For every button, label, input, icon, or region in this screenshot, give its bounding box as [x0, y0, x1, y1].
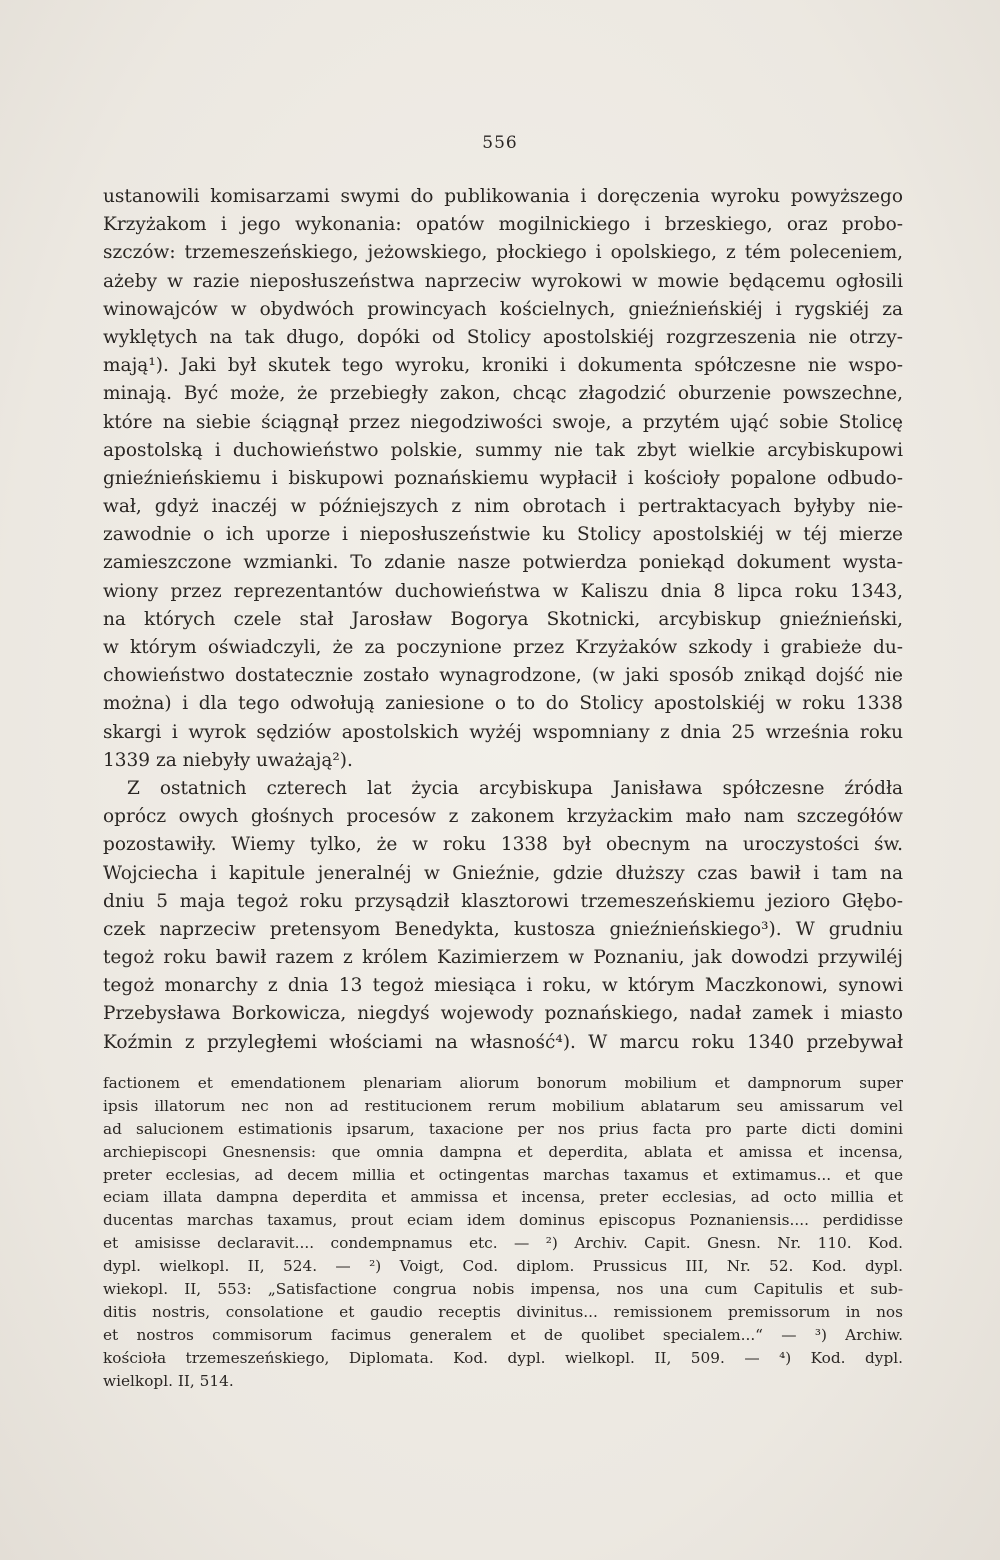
footnote-line: ipsis illatorum nec non ad restitucionem rerum mobilium ablatarum seu amissarum vel — [103, 1096, 903, 1115]
text-line: wał, gdyż inaczéj w późniejszych z nim obrotach i pertraktacyach byłyby nie- — [103, 496, 903, 518]
footnote-line: wiekopl. II, 553: „Satisfactione congrua nobis impensa, nos una cum Capitulis et sub- — [103, 1280, 903, 1299]
text-line: zawodnie o ich uporze i nieposłuszeństwie ku Stolicy apostolskiéj w téj mierze — [103, 524, 903, 546]
text-line: tegoż roku bawił razem z królem Kazimierzem w Poznaniu, jak dowodzi przywiléj — [103, 947, 903, 969]
text-line: zamieszczone wzmianki. To zdanie nasze potwierdza poniekąd dokument wysta- — [103, 552, 903, 574]
text-line: pozostawiły. Wiemy tylko, że w roku 1338 był obecnym na uroczystości św. — [103, 834, 903, 856]
main-text — [103, 183, 903, 1057]
text-line: skargi i wyrok sędziów apostolskich wyżéj wspomniany z dnia 25 września roku — [103, 721, 903, 743]
text-line: dniu 5 maja tegoż roku przysądził klasztorowi trzemeszeńskiemu jezioro Głębo- — [103, 890, 903, 912]
text-line: wiony przez reprezentantów duchowieństwa w Kaliszu dnia 8 lipca roku 1343, — [103, 580, 903, 602]
text-line: ustanowili komisarzami swymi do publikowania i doręczenia wyroku powyższego — [103, 186, 903, 207]
text-line: oprócz owych głośnych procesów z zakonem krzyżackim mało nam szczegółów — [103, 806, 903, 828]
footnote-line: ditis nostris, consolatione et gaudio receptis divinitus... remissionem premissorum in nos — [103, 1302, 903, 1321]
text-line: chowieństwo dostatecznie zostało wynagrodzone, (w jaki sposób znikąd dojść nie — [103, 665, 903, 687]
text-line: Z ostatnich czterech lat życia arcybiskupa Janisława spółczesne źródła — [127, 777, 903, 799]
page-number: 556 — [482, 133, 518, 153]
footnote-line: ad salucionem estimationis ipsarum, taxacione per nos prius facta pro parte dicti domini — [103, 1119, 903, 1138]
text-line: które na siebie ściągnął przez niegodziwości swoje, a przytém ująć sobie Stolicę — [103, 411, 903, 433]
footnotes — [103, 1072, 903, 1392]
text-line: Wojciecha i kapitule jeneralnéj w Gnieźnie, gdzie dłuższy czas bawił i tam na — [103, 862, 903, 884]
text-line: winowajców w obydwóch prowincyach kościelnych, gnieźnieńskiéj i rygskiéj za — [103, 298, 903, 320]
footnote-line: ducentas marchas taxamus, prout eciam idem dominus episcopus Poznaniensis.... perdidisse — [103, 1211, 903, 1230]
text-line: w którym oświadczyli, że za poczynione przez Krzyżaków szkody i grabieże du- — [103, 637, 903, 658]
text-line: mają¹). Jaki był skutek tego wyroku, kroniki i dokumenta spółczesne nie wspo- — [103, 355, 903, 377]
text-line: gnieźnieńskiemu i biskupowi poznańskiemu wypłacił i kościoły popalone odbudo- — [103, 467, 903, 489]
text-line: szczów: trzemeszeńskiego, jeżowskiego, płockiego i opolskiego, z tém poleceniem, — [103, 242, 903, 264]
text-line: Koźmin z przyległemi włościami na własność⁴). W marcu roku 1340 przebywał — [103, 1031, 903, 1053]
text-line: można) i dla tego odwołują zaniesione o to do Stolicy apostolskiéj w roku 1338 — [103, 693, 903, 715]
text-line: tegoż monarchy z dnia 13 tegoż miesiąca i roku, w którym Maczkonowi, synowi — [103, 975, 903, 997]
text-line: Krzyżakom i jego wykonania: opatów mogilnickiego i brzeskiego, oraz probo- — [103, 214, 903, 236]
footnote-line: kościoła trzemeszeńskiego, Diplomata. Kod. dypl. wielkopl. II, 509. — ⁴) Kod. dypl. — [103, 1348, 903, 1367]
text-line: minają. Być może, że przebiegły zakon, chcąc złagodzić oburzenie powszechne, — [103, 383, 903, 405]
text-line: czek naprzeciw pretensyom Benedykta, kustosza gnieźnieńskiego³). W grudniu — [103, 918, 903, 940]
text-line: wyklętych na tak długo, dopóki od Stolicy apostolskiéj rozgrzeszenia nie otrzy- — [103, 326, 903, 348]
footnote-line: et nostros commisorum facimus generalem et de quolibet specialem...“ — ³) Archiw. — [103, 1325, 903, 1344]
footnote-line: dypl. wielkopl. II, 524. — ²) Voigt, Cod. diplom. Prussicus III, Nr. 52. Kod. dypl. — [103, 1257, 903, 1276]
footnote-line: preter ecclesias, ad decem millia et octingentas marchas taxamus et extimamus... et que — [103, 1165, 903, 1184]
text-line: apostolską i duchowieństwo polskie, summy nie tak zbyt wielkie arcybiskupowi — [103, 439, 903, 461]
text-line: ażeby w razie nieposłuszeństwa naprzeciw wyrokowi w mowie będącemu ogłosili — [103, 270, 903, 292]
footnote-line: archiepiscopi Gnesnensis: que omnia dampna et deperdita, ablata et amissa et incensa, — [103, 1142, 903, 1161]
text-line: na których czele stał Jarosław Bogorya Skotnicki, arcybiskup gnieźnieński, — [103, 608, 903, 630]
text-line: 1339 za niebyły uważają²). — [103, 749, 353, 771]
footnote-line: et amisisse declaravit.... condempnamus etc. — ²) Archiv. Capit. Gnesn. Nr. 110. Kod. — [103, 1234, 903, 1253]
text-line: Przebysława Borkowicza, niegdyś wojewody poznańskiego, nadał zamek i miasto — [103, 1003, 903, 1025]
footnote-line: factionem et emendationem plenariam aliorum bonorum mobilium et dampnorum super — [103, 1074, 903, 1092]
footnote-line: wielkopl. II, 514. — [103, 1371, 234, 1390]
footnote-line: eciam illata dampna deperdita et ammissa et incensa, preter ecclesias, ad octo millia et — [103, 1188, 903, 1207]
